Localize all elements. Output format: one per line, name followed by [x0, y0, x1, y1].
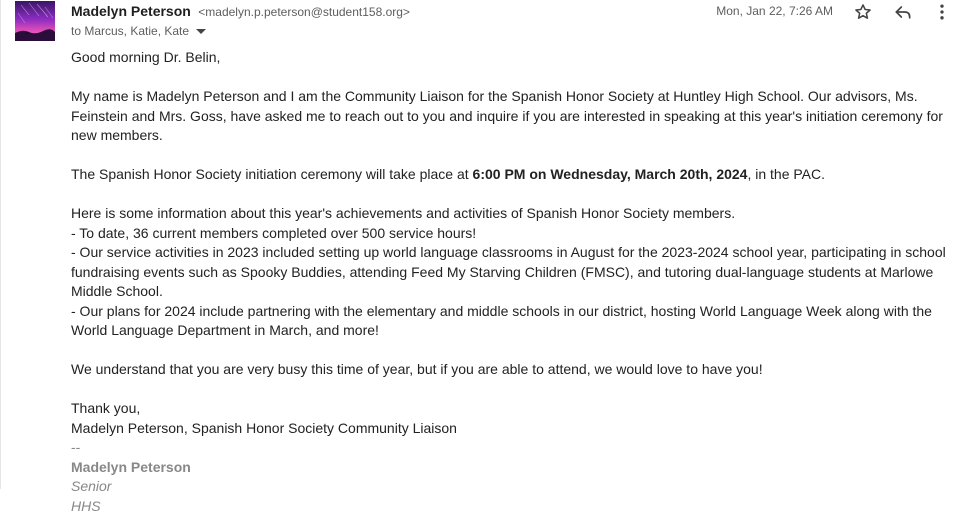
list-item: - To date, 36 current members completed over 500 service hours!: [71, 224, 961, 244]
star-icon[interactable]: [851, 0, 875, 24]
ceremony-prefix: The Spanish Honor Society initiation ceremony will take place at: [71, 166, 473, 182]
ceremony-time: 6:00 PM on Wednesday, March 20th, 2024: [473, 166, 748, 182]
sender-line: [71, 2, 972, 20]
email-body: [71, 48, 961, 516]
sender-avatar[interactable]: [15, 1, 55, 41]
list-item: - Our plans for 2024 include partnering with the elementary and middle schools in our district, hosting World Language Week along with the World Language Department in March, and more!: [71, 302, 961, 341]
sign-off: Thank you,: [71, 399, 961, 419]
closing-note: We understand that you are very busy this time of year, but if you are able to attend, we would love to have you!: [71, 360, 961, 380]
reply-icon[interactable]: [891, 0, 915, 24]
list-item: - Our service activities in 2023 included setting up world language classrooms in August for the 2023-2024 school year, participating in school fundraising events such as Spooky Buddies, attending Feed My Starving Children (FMSC), and tutoring dual-language students at Marlowe Middle School.: [71, 243, 961, 302]
sender-name[interactable]: Madelyn Peterson: [71, 3, 191, 19]
caret-down-icon[interactable]: [196, 23, 206, 39]
email-header: [71, 2, 972, 39]
signature-block: [71, 438, 961, 516]
left-divider: [0, 0, 1, 489]
signature-title: Senior: [71, 477, 961, 497]
greeting: Good morning Dr. Belin,: [71, 48, 961, 68]
intro-paragraph: My name is Madelyn Peterson and I am the Community Liaison for the Spanish Honor Society at Huntley High School. Our advisors, Ms. Feinstein and Mrs. Goss, have asked me to reach out to you and inquire if you are interested in speaking at this year's initiation ceremony for new members.: [71, 87, 961, 146]
signature-separator: --: [71, 438, 961, 458]
recipients-line[interactable]: [71, 23, 972, 39]
sign-name-line: Madelyn Peterson, Spanish Honor Society Community Liaison: [71, 419, 961, 439]
email-date: Mon, Jan 22, 7:26 AM: [716, 3, 833, 19]
ceremony-paragraph: [71, 165, 961, 185]
recipients-text: to Marcus, Katie, Kate: [71, 24, 189, 38]
sender-email: <madelyn.p.peterson@student158.org>: [198, 5, 410, 19]
more-vert-icon[interactable]: [930, 0, 954, 24]
signature-school: HHS: [71, 497, 961, 516]
signature-name: Madelyn Peterson: [71, 458, 961, 478]
ceremony-suffix: , in the PAC.: [747, 166, 825, 182]
info-intro: Here is some information about this year's achievements and activities of Spanish Honor Society members.: [71, 204, 961, 224]
